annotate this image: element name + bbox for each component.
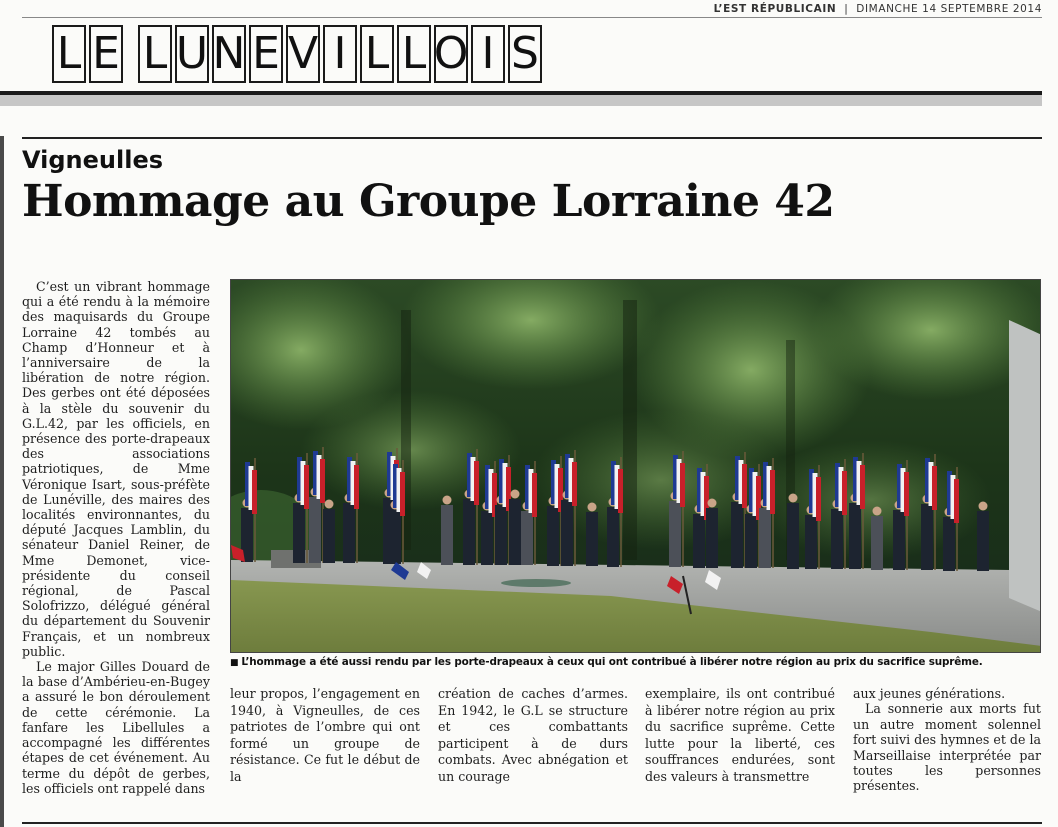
article-bottom-rule (22, 822, 1042, 824)
paragraph: leur propos, l’engagement en 1940, à Vigneulles, de ces patriotes de l’ombre qui ont formé un groupe de résistance. Ce fut le début de la (230, 686, 420, 784)
standard-bearer (509, 490, 521, 566)
article-headline: Hommage au Groupe Lorraine 42 (22, 176, 835, 227)
article-column-2 (230, 686, 420, 786)
standard-bearer (871, 507, 883, 571)
title-letter-box: N (212, 25, 246, 83)
publication-name: L’EST RÉPUBLICAIN (713, 3, 837, 15)
standard-bearer (787, 494, 799, 570)
title-letter-box: U (175, 25, 209, 83)
masthead-separator: | (844, 3, 849, 15)
title-letter-box: L (138, 25, 172, 83)
article-kicker: Vigneulles (22, 146, 164, 174)
article-column-4 (645, 686, 835, 786)
title-letter-box: L (52, 25, 86, 83)
article-column-5 (853, 686, 1041, 794)
standard-bearer (586, 503, 598, 567)
paragraph: aux jeunes générations. (853, 686, 1006, 701)
page-edge-bar (0, 136, 4, 827)
caption-text: L’hommage a été aussi rendu par les porte-drapeaux à ceux qui ont contribué à libérer notre région au prix du sacrifice suprême. (241, 656, 983, 668)
memorial-wall (1009, 320, 1041, 612)
masthead (714, 3, 1042, 15)
paragraph: exemplaire, ils ont contribué à libérer notre région au prix du sacrifice suprême. Cette lutte pour la liberté, ces souffrances endurées, sont des valeurs à transmettre (645, 686, 835, 784)
memorial-basin (501, 579, 571, 587)
title-letter-box: E (89, 25, 123, 83)
title-letter-box: O (434, 25, 468, 83)
article-column-1 (22, 279, 210, 796)
ceremony-photo-drawing (231, 280, 1041, 653)
article-top-rule (22, 137, 1042, 139)
standard-bearer (323, 500, 335, 564)
title-letter-box: V (286, 25, 320, 83)
section-rule-grey (0, 95, 1042, 106)
title-letter-box: E (249, 25, 283, 83)
article-column-3 (438, 686, 628, 786)
caption-marker: ■ (230, 658, 239, 668)
masthead-divider (22, 17, 1042, 18)
standard-bearer (977, 502, 989, 572)
standard-bearer (706, 499, 718, 569)
paragraph: Le major Gilles Douard de la base d’Ambérieu-en-Bugey a assuré le bon déroulement de cette cérémonie. La fanfare les Libellules a accompagné les différentes étapes de cet événement. Au terme du dépôt de gerbes, les officiels ont rappelé dans (22, 659, 210, 796)
title-space (126, 25, 138, 85)
photo-caption (230, 656, 1041, 668)
section-title (52, 25, 545, 85)
title-letter-box: S (508, 25, 542, 83)
paragraph: création de caches d’armes. En 1942, le G.L se structure et ces combattants participent à de durs combats. Avec abnégation et un courage (438, 686, 628, 784)
ceremony-photo (230, 279, 1041, 653)
title-letter-box: I (323, 25, 357, 83)
paragraph: La sonnerie aux morts fut un autre moment solennel fort suivi des hymnes et de la Marseillaise interprétée par toutes les personnes présentes. (853, 701, 1041, 794)
paragraph: C’est un vibrant hommage qui a été rendu à la mémoire des maquisards du Groupe Lorraine 42 tombés au Champ d’Honneur et à l’anniversaire de la libération de notre région. Des gerbes ont été déposées à la stèle du souvenir du G.L.42, par les officiels, en présence des porte-drapeaux des associations patriotiques, de Mme Véronique Isart, sous-préfète de Lunéville, des maires des localités environnantes, du député Jacques Lamblin, du sénateur Daniel Reiner, de Mme Demonet, vice-présidente du conseil régional, de Pascal Solofrizzo, délégué général du département du Souvenir Français, et un nombreux public. (22, 279, 210, 659)
title-letter-box: I (471, 25, 505, 83)
title-letter-box: L (360, 25, 394, 83)
title-letter-box: L (397, 25, 431, 83)
standard-bearer (441, 496, 453, 566)
publication-date: DIMANCHE 14 SEPTEMBRE 2014 (856, 3, 1042, 15)
